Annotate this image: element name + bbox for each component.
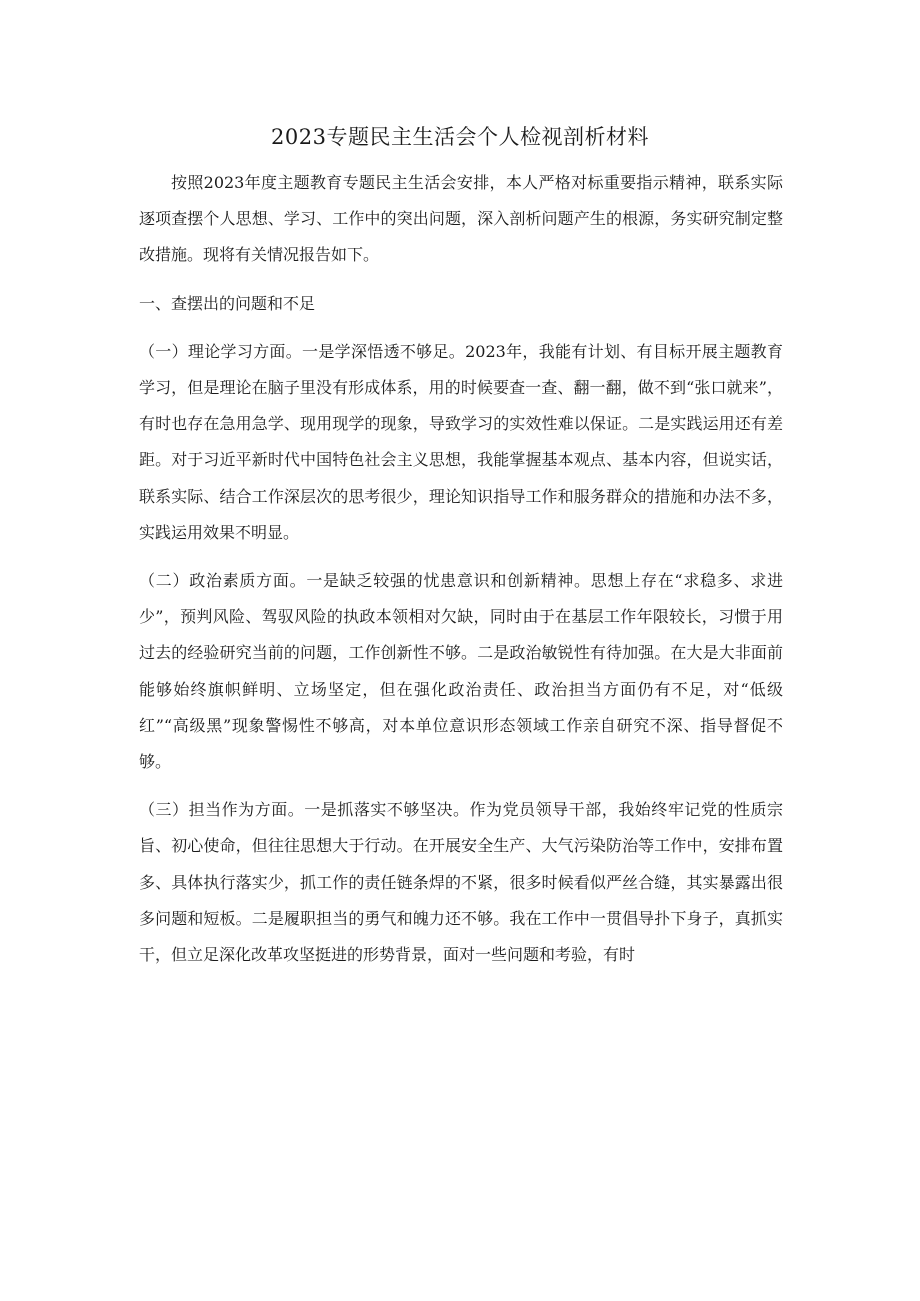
document-body — [139, 165, 783, 985]
political-quality-paragraph: （二）政治素质方面。一是缺乏较强的忧患意识和创新精神。思想上存在“求稳多、求进少”，预判风险、驾驭风险的执政本领相对欠缺，同时由于在基层工作年限较长，习惯于用过去的经验研究当前的问题，工作创新性不够。二是政治敏锐性有待加强。在大是大非面前能够始终旗帜鲜明、立场坚定，但在强化政治责任、政治担当方面仍有不足，对“低级红”“高级黑”现象警惕性不够高，对本单位意识形态领域工作亲自研究不深、指导督促不够。 — [139, 571, 783, 772]
intro-paragraph: 按照2023年度主题教育专题民主生活会安排，本人严格对标重要指示精神，联系实际逐项查摆个人思想、学习、工作中的突出问题，深入剖析问题产生的根源，务实研究制定整改措施。现将有关情况报告如下。 — [139, 173, 783, 265]
responsibility-paragraph: （三）担当作为方面。一是抓落实不够坚决。作为党员领导干部，我始终牢记党的性质宗旨、初心使命，但往往思想大于行动。在开展安全生产、大气污染防治等工作中，安排布置多、具体执行落实少，抓工作的责任链条焊的不紧，很多时候看似严丝合缝，其实暴露出很多问题和短板。二是履职担当的勇气和魄力还不够。我在工作中一贯倡导扑下身子，真抓实干，但立足深化改革攻坚挺进的形势背景，面对一些问题和考验，有时 — [139, 800, 783, 965]
section-heading: 一、查摆出的问题和不足 — [139, 293, 316, 313]
theory-study-paragraph: （一）理论学习方面。一是学深悟透不够足。2023年，我能有计划、有目标开展主题教育学习，但是理论在脑子里没有形成体系，用的时候要查一查、翻一翻，做不到“张口就来”，有时也存在急用急学、现用现学的现象，导致学习的实效性难以保证。二是实践运用还有差距。对于习近平新时代中国特色社会主义思想，我能掌握基本观点、基本内容，但说实话，联系实际、结合工作深层次的思考很少，理论知识指导工作和服务群众的措施和办法不多，实践运用效果不明显。 — [139, 341, 783, 542]
document-title: 2023专题民主生活会个人检视剖析材料 — [271, 125, 649, 149]
